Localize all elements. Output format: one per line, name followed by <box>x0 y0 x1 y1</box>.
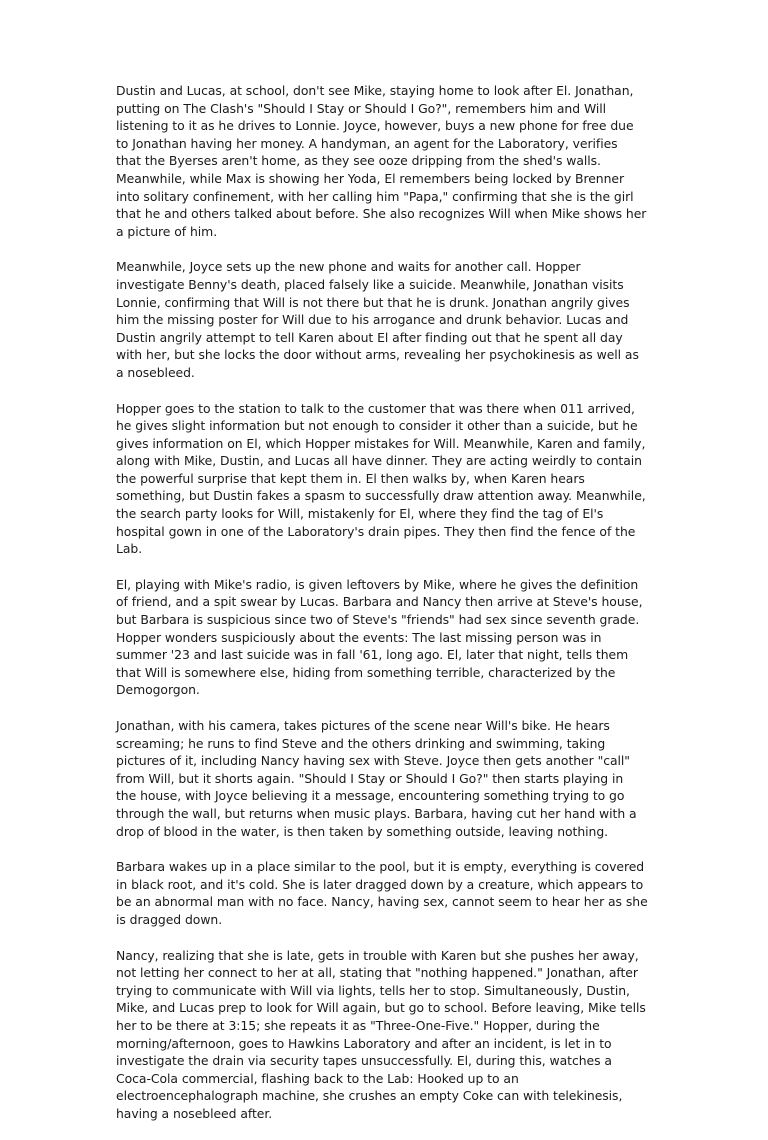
paragraph-4: El, playing with Mike's radio, is given leftovers by Mike, where he gives the definition of friend, and a spit swear by Lucas. Barbara and Nancy then arrive at Steve's house, but Barbara is suspicious since two of Steve's "friends" had sex since seventh grade. Hopper wonders suspiciously about the events: The last missing person was in summer '23 and last suicide was in fall '61, long ago. El, later that night, tells them that Will is somewhere else, hiding from something terrible, characterized by the Demogorgon. <box>116 576 643 698</box>
paragraph-2: Meanwhile, Joyce sets up the new phone and waits for another call. Hopper investigate Benny's death, placed falsely like a suicide. Meanwhile, Jonathan visits Lonnie, confirming that Will is not there but that he is drunk. Jonathan angrily gives him the missing poster for Will due to his arrogance and drunk behavior. Lucas and Dustin angrily attempt to tell Karen about El after finding out that he spent all day with her, but she locks the door without arms, revealing her psychokinesis as well as a nosebleed. <box>116 259 639 380</box>
paragraph-6: Barbara wakes up in a place similar to the pool, but it is empty, everything is covered in black root, and it's cold. She is later dragged down by a creature, which appears to be an abnormal man with no face. Nancy, having sex, cannot seem to hear her as she is dragged down. <box>116 859 648 927</box>
paragraph-1: Dustin and Lucas, at school, don't see Mike, staying home to look after El. Jonathan, putting on The Clash's "Should I Stay or Should I Go?", remembers him and Will listening to it as he drives to Lonnie. Joyce, however, buys a new phone for free due to Jonathan having her money. A handyman, an agent for the Laboratory, verifies that the Byerses aren't home, as they see ooze dripping from the shed's walls. Meanwhile, while Max is showing her Yoda, El remembers being locked by Brenner into solitary confinement, with her calling him "Papa," confirming that she is the girl that he and others talked about before. She also recognizes Will when Mike shows her a picture of him. <box>116 83 647 239</box>
paragraph-3: Hopper goes to the station to talk to the customer that was there when 011 arrived, he gives slight information but not enough to consider it other than a suicide, but he gives information on El, which Hopper mistakes for Will. Meanwhile, Karen and family, along with Mike, Dustin, and Lucas all have dinner. They are acting weirdly to contain the powerful surprise that kept them in. El then walks by, when Karen hears something, but Dustin fakes a spasm to successfully draw attention away. Meanwhile, the search party looks for Will, mistakenly for El, where they find the tag of El's hospital gown in one of the Laboratory's drain pipes. They then find the fence of the Lab. <box>116 400 646 557</box>
paragraph-7: Nancy, realizing that she is late, gets in trouble with Karen but she pushes her away, not letting her connect to her at all, stating that "nothing happened." Jonathan, after trying to communicate with Will via lights, tells her to stop. Simultaneously, Dustin, Mike, and Lucas prep to look for Will again, but go to school. Before leaving, Mike tells her to be there at 3:15; she repeats it as "Three-One-Five." Hopper, during the morning/afternoon, goes to Hawkins Laboratory and after an incident, is let in to investigate the drain via security tapes unsuccessfully. El, during this, watches a Coca-Cola commercial, flashing back to the Lab: Hooked up to an electroencephalograph machine, she crushes an empty Coke can with telekinesis, having a nosebleed after. <box>116 947 646 1121</box>
paragraph-5: Jonathan, with his camera, takes pictures of the scene near Will's bike. He hears screaming; he runs to find Steve and the others drinking and swimming, taking pictures of it, including Nancy having sex with Steve. Joyce then gets another "call" from Will, but it shorts again. "Should I Stay or Should I Go?" then starts playing in the house, with Joyce believing it a message, encountering something trying to go through the wall, but returns when music plays. Barbara, having cut her hand with a drop of blood in the water, is then taken by something outside, leaving nothing. <box>116 718 637 839</box>
document-body <box>116 82 676 1140</box>
